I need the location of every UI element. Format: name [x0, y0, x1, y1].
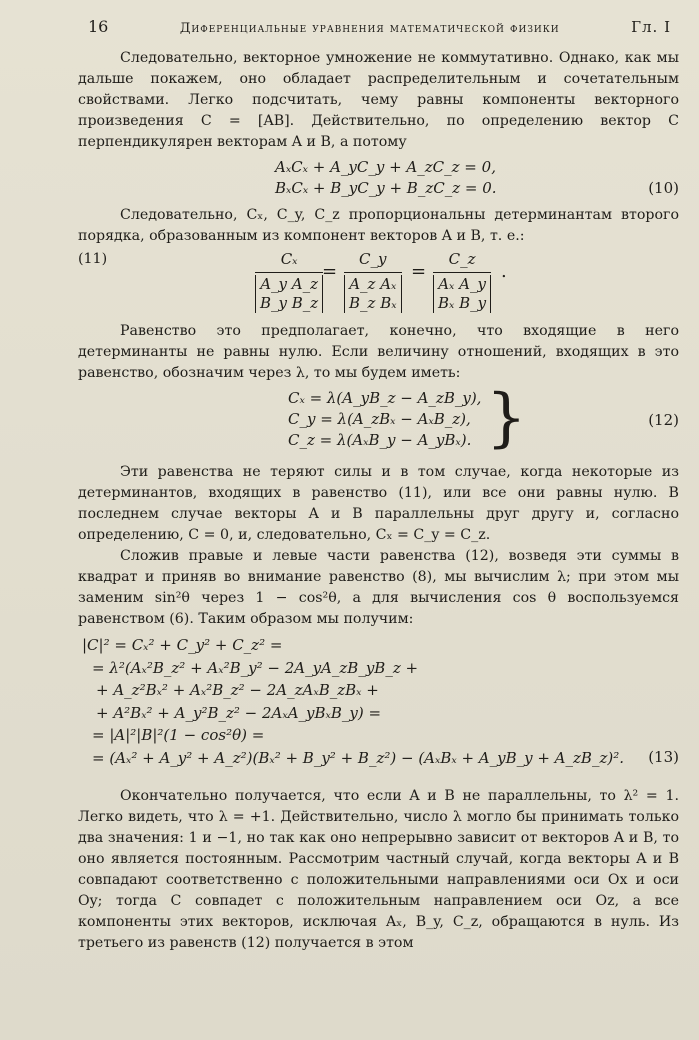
paragraph-3: Равенство это предполагает, конечно, что входящие в него детерминанты не равны нулю. Если величину отношений, входящих в это равенство, обозначим через λ, то мы будем иметь: — [78, 323, 679, 381]
fraction-cz-numerator: C_z — [433, 249, 491, 273]
page-body — [78, 48, 679, 954]
chapter-label: Гл. I — [631, 18, 671, 36]
paragraph-1: Следовательно, векторное умножение не коммутативно. Однако, как мы дальше покажем, оно обладает распределительным и сочетательным свойствами. Легко подсчитать, чему равны компоненты векторного произведения C = [AB]. Действительно, по определению вектор C перпендикулярен векторам A и B, а потому — [78, 50, 679, 150]
determinant-3-row-2: Bₓ B_y — [438, 294, 487, 312]
paragraph-2: Следовательно, Cₓ, C_y, C_z пропорциональны детерминантам второго порядка, образованным из компонент векторов A и B, т. е.: — [78, 207, 679, 244]
equation-number-10: (10) — [648, 179, 679, 197]
equation-number-11: (11) — [78, 251, 108, 267]
equation-13-line-3: + A_z²Bₓ² + Aₓ²B_z² − 2A_zAₓB_zBₓ + — [96, 681, 379, 699]
equation-number-13: (13) — [648, 748, 679, 766]
equation-11-period: . — [501, 261, 507, 282]
equation-10 — [78, 157, 679, 201]
equation-10-line-2: BₓCₓ + B_yC_y + B_zC_z = 0. — [275, 179, 497, 197]
equation-13-line-1: |C|² = Cₓ² + C_y² + C_z² = — [82, 636, 283, 654]
equation-13-line-4: + A²Bₓ² + A_y²B_z² − 2AₓA_yBₓB_y) = — [96, 703, 382, 722]
determinant-1-row-1: A_y A_z — [260, 275, 318, 293]
equation-10-line-1: AₓCₓ + A_yC_y + A_zC_z = 0, — [275, 158, 496, 176]
right-brace: } — [486, 381, 527, 455]
equation-12-line-1: Cₓ = λ(A_yB_z − A_zB_y), — [288, 389, 482, 407]
running-title: Диференциальные уравнения математической физики — [179, 21, 560, 36]
determinant-1-row-2: B_y B_z — [260, 294, 319, 312]
determinant-2 — [344, 275, 402, 313]
equation-13-line-6: = (Aₓ² + A_y² + A_z²)(Bₓ² + B_y² + B_z²) − (AₓBₓ + A_yB_y + A_zB_z)². — [92, 748, 624, 767]
equation-number-12: (12) — [648, 411, 679, 429]
fraction-cy — [344, 249, 402, 314]
determinant-1 — [255, 275, 323, 313]
paragraph-5: Сложив правые и левые части равенства (12), возведя эти суммы в квадрат и приняв во внимание равенство (8), мы вычислим λ; при этом мы заменим sin²θ через 1 − cos²θ, а для вычисления cos θ воспользуемся равенством (6). Таким образом мы получим: — [78, 548, 679, 627]
paragraph-4: Эти равенства не теряют силы и в том случае, когда некоторые из детерминантов, входящих в равенство (11), или все они равны нулю. В последнем случае векторы A и B параллельны друг другу и, согласно определению, C = 0, и, следовательно, Cₓ = C_y = C_z. — [78, 464, 679, 543]
fraction-cx-numerator: Cₓ — [255, 249, 323, 273]
fraction-cx — [255, 249, 323, 314]
equation-12 — [78, 381, 679, 455]
equation-12-line-2: C_y = λ(A_zBₓ − AₓB_z), — [288, 410, 471, 428]
equals-sign-1: = — [322, 261, 338, 282]
running-header — [88, 17, 671, 39]
equation-11 — [78, 249, 679, 315]
equals-sign-2: = — [411, 261, 427, 282]
determinant-3 — [433, 275, 491, 313]
page-number: 16 — [88, 17, 109, 36]
equation-13 — [82, 634, 679, 770]
equation-12-line-3: C_z = λ(AₓB_y − A_yBₓ). — [288, 431, 472, 449]
determinant-2-row-1: A_z Aₓ — [349, 275, 397, 293]
determinant-3-row-1: Aₓ A_y — [438, 275, 486, 293]
fraction-cz — [433, 249, 491, 314]
determinant-2-row-2: B_z Bₓ — [349, 294, 397, 312]
equation-13-line-5: = |A|²|B|²(1 − cos²θ) = — [92, 726, 265, 744]
fraction-cy-numerator: C_y — [344, 249, 402, 273]
equation-13-line-2: = λ²(Aₓ²B_z² + Aₓ²B_y² − 2A_yA_zB_yB_z + — [92, 658, 419, 677]
paragraph-6: Окончательно получается, что если A и B не параллельны, то λ² = 1. Легко видеть, что λ = +1. Действительно, число λ могло бы принимать только два значения: 1 и −1, но так как оно непрерывно зависит от векторов A и B, то оно является постоянным. Рассмотрим частный случай, когда векторы A и B совпадают соответственно с положительными направлениями оси Ox и оси Oy; тогда C совпадет с положительным направлением оси Oz, а все компоненты этих векторов, исключая Aₓ, B_y, C_z, обращаются в нуль. Из третьего из равенств (12) получается в этом — [78, 788, 679, 951]
